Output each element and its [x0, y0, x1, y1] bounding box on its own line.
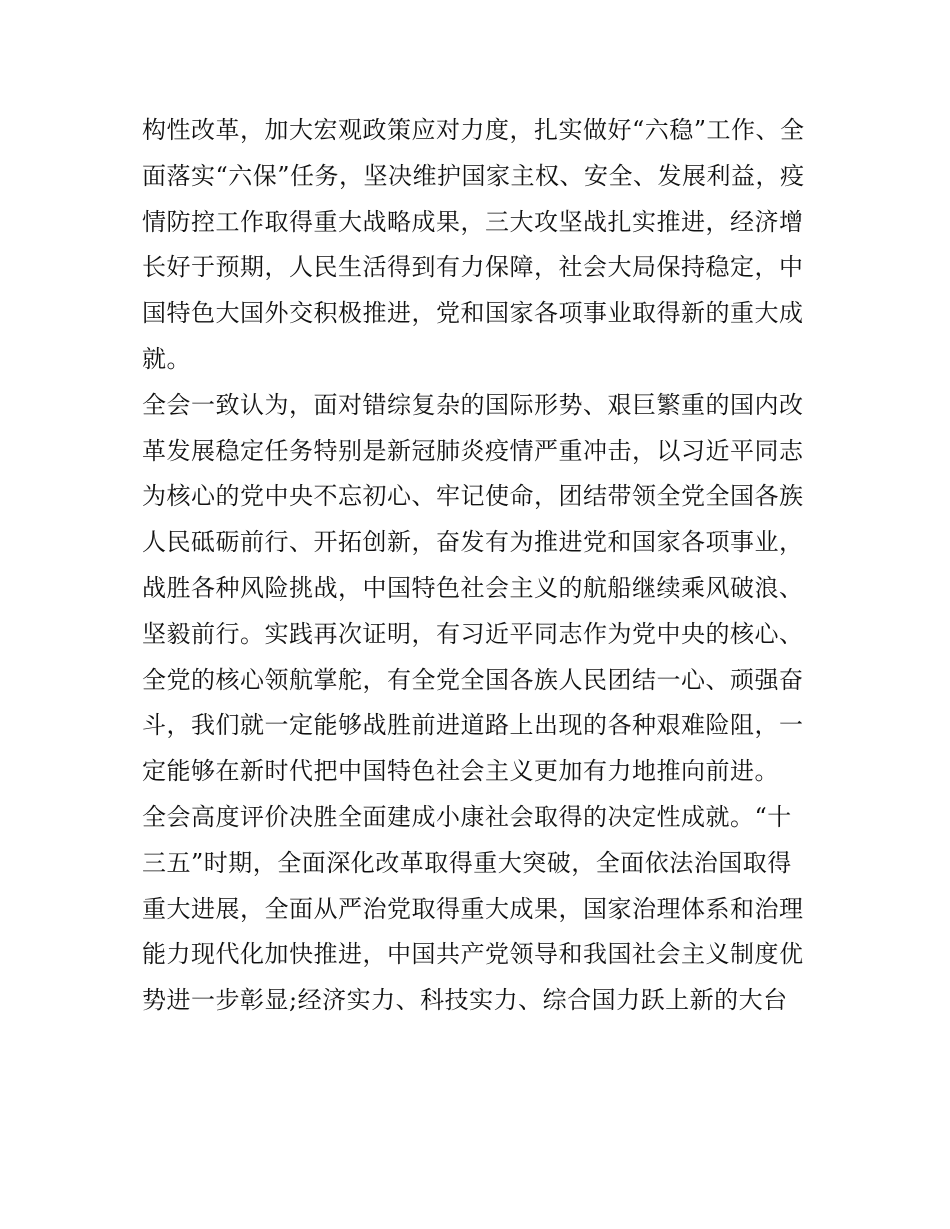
text-line: 全会一致认为，面对错综复杂的国际形势、艰巨繁重的国内改	[142, 390, 804, 419]
text-line: 定能够在新时代把中国特色社会主义更加有力地推向前进。	[142, 757, 779, 786]
text-line: 面落实“六保”任务，坚决维护国家主权、安全、发展利益，疫	[142, 161, 805, 190]
text-line: 全会高度评价决胜全面建成小康社会取得的决定性成就。“十	[142, 802, 792, 831]
text-line: 构性改革，加大宏观政策应对力度，扎实做好“六稳”工作、全	[142, 116, 805, 144]
text-line: 国特色大国外交积极推进，党和国家各项事业取得新的重大成	[142, 299, 804, 328]
text-line: 三五”时期，全面深化改革取得重大突破，全面依法治国取得	[142, 848, 792, 877]
text-line: 为核心的党中央不忘初心、牢记使命，团结带领全党全国各族	[142, 482, 804, 511]
text-line: 能力现代化加快推进，中国共产党领导和我国社会主义制度优	[142, 940, 804, 969]
text-line: 斗，我们就一定能够战胜前进道路上出现的各种艰难险阻，一	[142, 711, 804, 740]
text-line: 革发展稳定任务特别是新冠肺炎疫情严重冲击，以习近平同志	[142, 436, 804, 465]
text-line: 战胜各种风险挑战，中国特色社会主义的航船继续乘风破浪、	[142, 573, 804, 602]
text-line: 就。	[142, 344, 191, 373]
text-line: 情防控工作取得重大战略成果，三大攻坚战扎实推进，经济增	[142, 207, 804, 236]
text-line: 人民砥砺前行、开拓创新，奋发有为推进党和国家各项事业，	[142, 528, 804, 557]
text-line: 长好于预期，人民生活得到有力保障，社会大局保持稳定，中	[142, 253, 804, 282]
document-body	[142, 108, 822, 1024]
text-line: 坚毅前行。实践再次证明，有习近平同志作为党中央的核心、	[142, 619, 804, 648]
text-line: 势进一步彰显;经济实力、科技实力、综合国力跃上新的大台	[142, 986, 788, 1015]
text-line: 全党的核心领航掌舵，有全党全国各族人民团结一心、顽强奋	[142, 665, 804, 694]
text-line: 重大进展，全面从严治党取得重大成果，国家治理体系和治理	[142, 894, 804, 923]
